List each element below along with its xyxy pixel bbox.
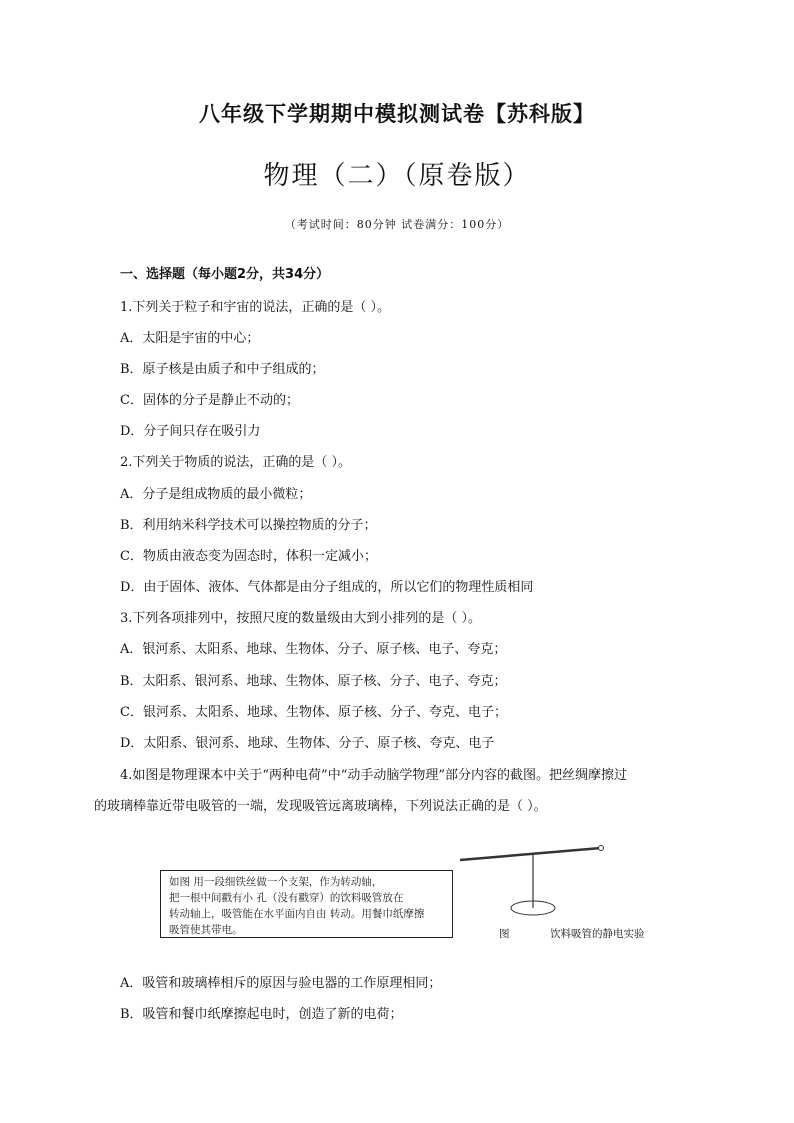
- question-1-stem: 1.下列关于粒子和宇宙的说法，正确的是（ ）。: [120, 300, 391, 315]
- question-2-stem: 2.下列关于物质的说法，正确的是（ ）。: [120, 455, 352, 470]
- straw-end: [599, 846, 604, 851]
- question-4-stem-line1: 4.如图是物理课本中关于“两种电荷”中“动手动脑学物理”部分内容的截图。把丝绸摩擦过: [120, 768, 627, 783]
- figure-text-line: 转动轴上，吸管能在水平面内自由 转动。用餐巾纸摩擦: [169, 908, 425, 920]
- question-2-option-d: D．由于固体、液体、气体都是由分子组成的，所以它们的物理性质相同: [120, 580, 534, 595]
- exam-subtitle: 物理（二）（原卷版）: [263, 161, 531, 191]
- question-3-option-b: B．太阳系、银河系、地球、生物体、原子核、分子、电子、夸克；: [120, 674, 507, 689]
- question-4-stem-line2: 的玻璃棒靠近带电吸管的一端，发现吸管远离玻璃棒，下列说法正确的是（ ）。: [94, 799, 547, 814]
- question-2-option-b: B．利用纳米科学技术可以操控物质的分子；: [120, 518, 377, 533]
- figure-caption-text: 饮料吸管的静电实验: [550, 928, 645, 940]
- straw: [460, 848, 601, 860]
- exam-info-note: （考试时间：80分钟 试卷满分：100分）: [284, 218, 510, 231]
- figure-text-line: 如图 用一段细铁丝做一个支架，作为转动轴，: [169, 876, 383, 888]
- question-1-option-b: B．原子核是由质子和中子组成的；: [120, 362, 325, 377]
- straw-experiment-figure: [155, 840, 665, 950]
- question-3-option-a: A．银河系、太阳系、地球、生物体、分子、原子核、电子、夸克；: [120, 642, 507, 657]
- question-1-option-d: D．分子间只存在吸引力: [120, 424, 261, 439]
- question-1-option-a: A．太阳是宇宙的中心；: [120, 331, 260, 346]
- question-4-option-a: A．吸管和玻璃棒相斥的原因与验电器的工作原理相同；: [120, 976, 442, 991]
- question-3-option-d: D．太阳系、银河系、地球、生物体、分子、原子核、夸克、电子: [120, 736, 495, 751]
- figure-caption-label: 图: [499, 928, 510, 940]
- exam-title: 八年级下学期期中模拟测试卷【苏科版】: [199, 102, 595, 126]
- question-4-option-b: B．吸管和餐巾纸摩擦起电时，创造了新的电荷；: [120, 1007, 403, 1022]
- figure-text-line: 吸管使其带电。: [169, 924, 243, 936]
- question-2-option-c: C．物质由液态变为固态时，体积一定减小；: [120, 549, 377, 564]
- figure-text-box: [160, 870, 453, 938]
- question-3-stem: 3.下列各项排列中，按照尺度的数量级由大到小排列的是（ ）。: [120, 611, 482, 626]
- question-2-option-a: A．分子是组成物质的最小微粒；: [120, 487, 312, 502]
- question-1-option-c: C．固体的分子是静止不动的；: [120, 393, 299, 408]
- straw-stand-illustration: [455, 840, 665, 930]
- question-3-option-c: C．银河系、太阳系、地球、生物体、原子核、分子、夸克、电子；: [120, 705, 507, 720]
- figure-text-line: 把一根中间戳有小 孔（没有戳穿）的饮料吸管放在: [169, 892, 404, 904]
- section-heading: 一、选择题（每小题2分，共34分）: [120, 267, 330, 282]
